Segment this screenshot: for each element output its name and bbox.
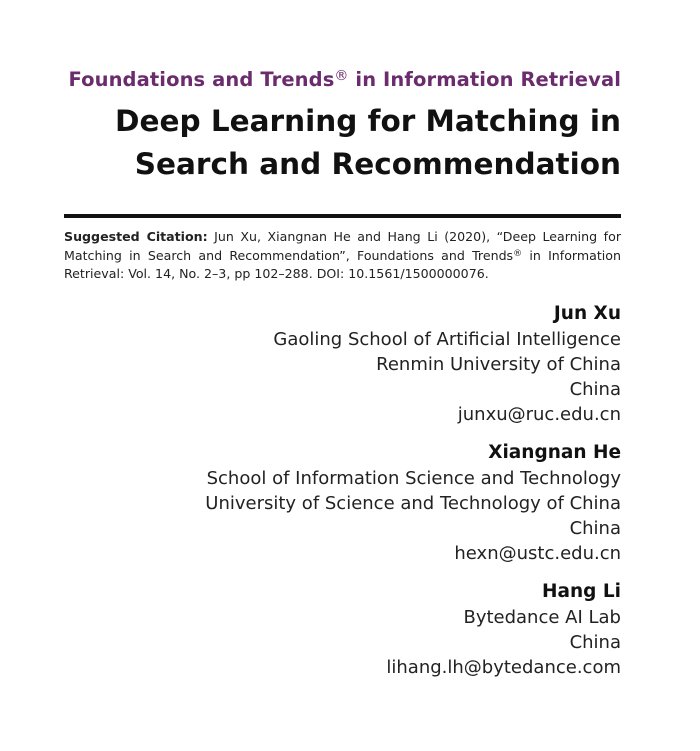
title-divider [64,214,621,218]
author-block [205,440,621,566]
suggested-citation [64,228,621,284]
paper-title-line-2: Search and Recommendation [134,147,621,181]
journal-name-prefix: Foundations and Trends [68,68,335,91]
citation-label: Suggested Citation: [64,229,208,244]
author-email: hexn@ustc.edu.cn [454,543,621,564]
author-list [205,301,621,693]
journal-name-suffix: in Information Retrieval [348,68,621,91]
citation-text-after: in Information Retrieval: Vol. 14, No. 2–3, pp 102–288. DOI: 10.1561/1500000076. [64,247,621,281]
journal-name [68,68,621,91]
author-name: Hang Li [542,581,621,602]
author-block [205,579,621,680]
paper-title-page [64,0,621,751]
author-affiliation: Bytedance AI Lab [463,607,621,628]
author-affiliation: Gaoling School of Artificial Intelligence [273,329,621,350]
author-affiliation: School of Information Science and Technology [206,468,621,489]
paper-title-line-1: Deep Learning for Matching in [114,104,621,138]
author-name: Jun Xu [553,303,621,324]
author-email: junxu@ruc.edu.cn [457,404,621,425]
paper-title [115,100,621,186]
author-country: China [569,632,621,653]
author-country: China [569,379,621,400]
author-email: lihang.lh@bytedance.com [386,657,621,678]
author-country: China [569,518,621,539]
registered-mark: ® [334,68,349,84]
citation-text-before: Jun Xu, Xiangnan He and Hang Li (2020), “Deep Learning for Matching in Search and Recommendation”, Foundations and Trends [64,229,621,263]
author-block [205,301,621,427]
author-affiliation: Renmin University of China [376,354,621,375]
author-affiliation: University of Science and Technology of China [205,493,621,514]
citation-registered-mark: ® [513,248,523,259]
author-name: Xiangnan He [488,442,621,463]
